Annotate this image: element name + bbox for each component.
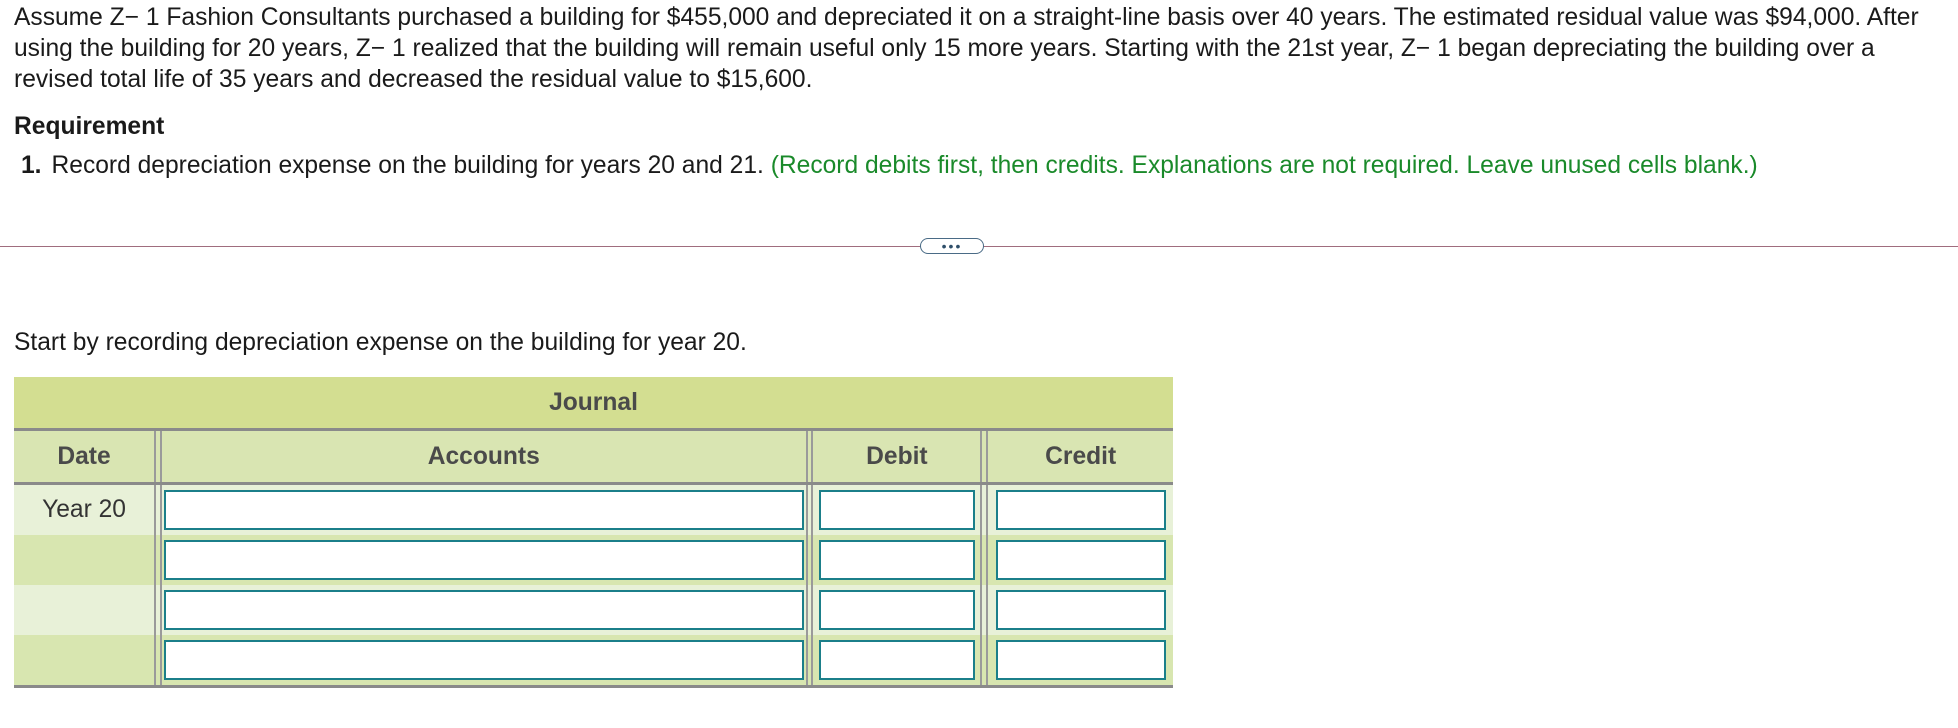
debit-input[interactable]	[819, 490, 975, 530]
column-separator	[154, 585, 162, 635]
credit-cell	[988, 485, 1173, 535]
expand-more-button[interactable]: •••	[920, 238, 984, 254]
account-cell	[162, 535, 806, 585]
debit-column-header: Debit	[866, 442, 928, 470]
account-input[interactable]	[164, 540, 804, 580]
requirement-text: Record depreciation expense on the building for years 20 and 21.	[51, 152, 764, 179]
column-separator	[806, 635, 814, 685]
column-separator	[154, 485, 162, 535]
requirement-heading: Requirement	[14, 113, 165, 140]
debit-input[interactable]	[819, 540, 975, 580]
accounts-column-header: Accounts	[427, 442, 540, 470]
debit-input[interactable]	[819, 640, 975, 680]
journal-table	[14, 377, 1173, 688]
journal-row	[14, 535, 1173, 585]
requirement-number: 1.	[21, 152, 42, 179]
credit-cell	[988, 635, 1173, 685]
journal-row	[14, 635, 1173, 688]
journal-row	[14, 585, 1173, 635]
column-separator	[980, 635, 988, 685]
row-date: Year 20	[42, 496, 126, 523]
credit-cell	[988, 585, 1173, 635]
journal-title: Journal	[14, 377, 1173, 431]
journal-header-row	[14, 431, 1173, 485]
debit-cell	[813, 635, 980, 685]
column-separator	[980, 585, 988, 635]
column-separator	[980, 485, 988, 535]
column-separator	[980, 431, 988, 482]
column-separator	[806, 535, 814, 585]
problem-statement: Assume Z− 1 Fashion Consultants purchased a building for $455,000 and depreciated it on a straight-line basis over 40 years. The estimated residual value was $94,000. After using the building for 20 years, Z− 1 realized that the building will remain useful only 15 more years. Starting with the 21st year, Z− 1 began depreciating the building over a revised total life of 35 years and decreased the residual value to $15,600.	[14, 4, 1919, 93]
column-separator	[806, 485, 814, 535]
debit-cell	[813, 485, 980, 535]
credit-column-header: Credit	[1045, 442, 1117, 470]
account-cell	[162, 585, 806, 635]
column-separator	[154, 635, 162, 685]
column-separator	[154, 431, 162, 482]
column-separator	[154, 535, 162, 585]
credit-input[interactable]	[996, 540, 1166, 580]
column-separator	[980, 535, 988, 585]
debit-cell	[813, 535, 980, 585]
account-input[interactable]	[164, 590, 804, 630]
date-column-header: Date	[57, 442, 111, 470]
row-date	[14, 635, 154, 685]
debit-input[interactable]	[819, 590, 975, 630]
row-date	[14, 585, 154, 635]
row-date	[14, 535, 154, 585]
column-separator	[806, 585, 814, 635]
column-separator	[806, 431, 814, 482]
account-cell	[162, 635, 806, 685]
credit-input[interactable]	[996, 490, 1166, 530]
requirement-note: (Record debits first, then credits. Explanations are not required. Leave unused cells blank.)	[770, 152, 1758, 179]
account-cell	[162, 485, 806, 535]
journal-row	[14, 485, 1173, 535]
account-input[interactable]	[164, 640, 804, 680]
requirement-item	[21, 150, 1951, 181]
instruction-text: Start by recording depreciation expense on the building for year 20.	[14, 329, 747, 356]
debit-cell	[813, 585, 980, 635]
credit-input[interactable]	[996, 640, 1166, 680]
credit-input[interactable]	[996, 590, 1166, 630]
credit-cell	[988, 535, 1173, 585]
account-input[interactable]	[164, 490, 804, 530]
